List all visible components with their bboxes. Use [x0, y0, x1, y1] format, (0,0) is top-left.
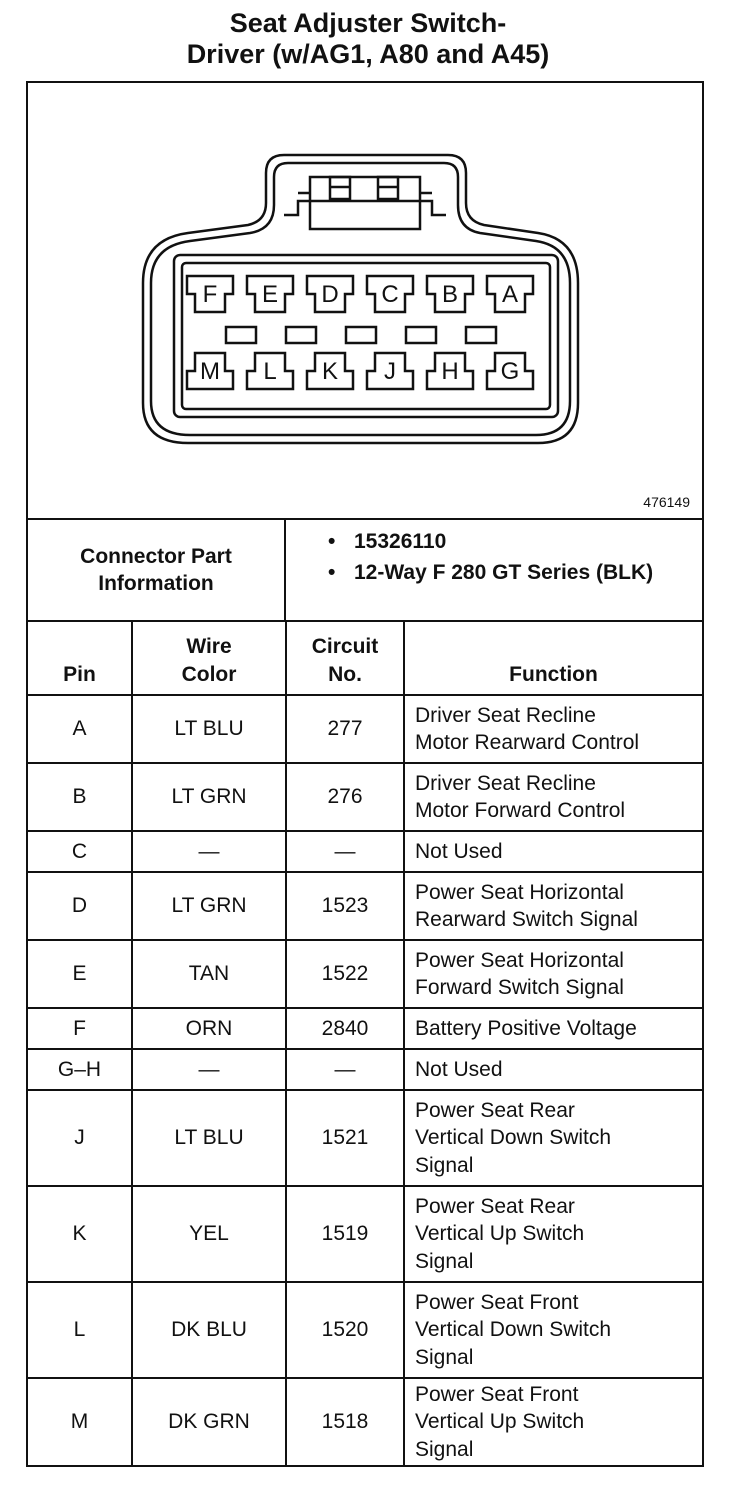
- pin-cavity-k: [307, 353, 353, 389]
- function-line: Signal: [415, 1437, 474, 1461]
- header-pin: Pin: [28, 622, 132, 695]
- pin-cell: M: [28, 1378, 132, 1465]
- circuit-cell: —: [286, 831, 404, 872]
- title-line-2: Driver (w/AG1, A80 and A45): [186, 39, 550, 69]
- function-line: Vertical Down Switch: [415, 1318, 612, 1342]
- circuit-cell: 277: [286, 695, 404, 763]
- function-line: Signal: [415, 1249, 474, 1273]
- pin-cell: J: [28, 1090, 132, 1186]
- circuit-cell: 1523: [286, 872, 404, 940]
- table-header-row: [28, 622, 702, 695]
- function-line: Vertical Down Switch: [415, 1126, 612, 1150]
- function-line: Power Seat Rear: [415, 1098, 575, 1122]
- header-function: Function: [404, 622, 702, 695]
- connector-diagram: [28, 83, 702, 520]
- bullet-icon: •: [328, 530, 336, 553]
- wire-color-cell: ORN: [132, 1008, 286, 1049]
- pin-label: H: [441, 358, 459, 385]
- header-circuit: [286, 622, 404, 695]
- pin-label: J: [384, 358, 396, 385]
- pin-cell: D: [28, 872, 132, 940]
- function-cell: [404, 831, 702, 872]
- wire-color-cell: LT BLU: [132, 695, 286, 763]
- wire-color-cell: —: [132, 831, 286, 872]
- function-line: Vertical Up Switch: [415, 1222, 585, 1246]
- circuit-cell: 1521: [286, 1090, 404, 1186]
- pin-cell: G–H: [28, 1049, 132, 1090]
- pin-cell: A: [28, 695, 132, 763]
- function-cell: [404, 763, 702, 831]
- circuit-cell: 1519: [286, 1186, 404, 1282]
- function-cell: [404, 1008, 702, 1049]
- pin-cell: L: [28, 1282, 132, 1378]
- pin-cell: B: [28, 763, 132, 831]
- table-row: [28, 940, 702, 1008]
- circuit-cell: 1522: [286, 940, 404, 1008]
- pin-cavity-a: [487, 276, 533, 312]
- circuit-cell: 1520: [286, 1282, 404, 1378]
- circuit-cell: 276: [286, 763, 404, 831]
- function-line: Battery Positive Voltage: [415, 1016, 637, 1040]
- function-line: Power Seat Horizontal: [415, 880, 624, 904]
- table-row: [28, 1378, 702, 1465]
- function-line: Rearward Switch Signal: [415, 908, 638, 931]
- pin-cell: C: [28, 831, 132, 872]
- function-cell: [404, 1049, 702, 1090]
- function-cell: [404, 695, 702, 763]
- pin-label: L: [263, 358, 277, 385]
- pin-cavity-e: [247, 276, 293, 312]
- circuit-cell: —: [286, 1049, 404, 1090]
- bullet-icon: •: [328, 561, 336, 584]
- table-row: [28, 1090, 702, 1186]
- header-wire-color-text: Wire Color: [181, 635, 237, 686]
- pin-cavity-j: [367, 353, 413, 389]
- function-line: Power Seat Horizontal: [415, 948, 624, 972]
- pin-cell: F: [28, 1008, 132, 1049]
- table-row: [28, 1186, 702, 1282]
- pin-label: K: [321, 358, 339, 385]
- title-line-1: Seat Adjuster Switch-: [229, 8, 507, 38]
- circuit-cell: 2840: [286, 1008, 404, 1049]
- pin-cavity-c: [367, 276, 413, 312]
- pin-label: E: [261, 281, 279, 308]
- function-line: Not Used: [415, 1057, 503, 1081]
- key-slot: [466, 327, 496, 343]
- pin-cavity-l: [247, 353, 293, 389]
- wire-color-cell: YEL: [132, 1186, 286, 1282]
- page-title: [0, 8, 736, 70]
- connector-part-information: [28, 520, 702, 622]
- function-line: Power Seat Rear: [415, 1194, 575, 1218]
- function-line: Forward Switch Signal: [415, 976, 624, 999]
- table-row: [28, 831, 702, 872]
- pin-cavity-m: [187, 353, 233, 389]
- function-line: Motor Rearward Control: [415, 731, 640, 754]
- function-line: Power Seat Front: [415, 1290, 579, 1314]
- function-line: Vertical Up Switch: [415, 1410, 585, 1434]
- table-row: [28, 1008, 702, 1049]
- connector-part-label: Connector Part Information: [28, 520, 286, 620]
- wire-color-cell: DK GRN: [132, 1378, 286, 1465]
- pin-label: G: [500, 358, 520, 385]
- connector-series: 12-Way F 280 GT Series (BLK): [354, 561, 654, 584]
- pin-cavity-f: [187, 276, 233, 312]
- table-row: [28, 872, 702, 940]
- connector-face-drawing: [28, 83, 702, 518]
- key-slot: [406, 327, 436, 343]
- table-row: [28, 1282, 702, 1378]
- pin-cell: K: [28, 1186, 132, 1282]
- pin-label: C: [381, 281, 399, 308]
- header-circuit-text: Circuit No.: [311, 635, 379, 686]
- pin-label: D: [321, 281, 339, 308]
- wire-color-cell: LT BLU: [132, 1090, 286, 1186]
- header-wire-color: [132, 622, 286, 695]
- table-row: [28, 1049, 702, 1090]
- function-line: Not Used: [415, 839, 503, 863]
- function-line: Signal: [415, 1153, 474, 1177]
- function-cell: [404, 1090, 702, 1186]
- wire-color-cell: LT GRN: [132, 763, 286, 831]
- key-slot: [286, 327, 316, 343]
- function-cell: [404, 1282, 702, 1378]
- wire-color-cell: —: [132, 1049, 286, 1090]
- pin-label: B: [441, 281, 459, 308]
- function-cell: [404, 1186, 702, 1282]
- pin-label: A: [501, 281, 519, 308]
- connector-part-list: [328, 528, 688, 590]
- wire-color-cell: LT GRN: [132, 872, 286, 940]
- pin-cell: E: [28, 940, 132, 1008]
- function-line: Power Seat Front: [415, 1382, 579, 1406]
- part-number: 15326110: [354, 530, 447, 553]
- pin-cavity-g: [487, 353, 533, 389]
- wire-color-cell: DK BLU: [132, 1282, 286, 1378]
- table-row: [28, 763, 702, 831]
- pinout-table: [28, 622, 702, 1465]
- pin-label: M: [200, 358, 220, 385]
- connector-part-item: [328, 559, 688, 587]
- pin-cavity-h: [427, 353, 473, 389]
- connector-frame: [26, 81, 704, 1467]
- pin-cavity-d: [307, 276, 353, 312]
- pin-cavity-b: [427, 276, 473, 312]
- key-slot: [346, 327, 376, 343]
- function-line: Driver Seat Recline: [415, 771, 596, 795]
- table-row: [28, 695, 702, 763]
- figure-number: 476149: [643, 494, 690, 510]
- pin-label: F: [202, 281, 218, 308]
- connector-part-item: [328, 528, 688, 556]
- wire-color-cell: TAN: [132, 940, 286, 1008]
- key-slot: [226, 327, 256, 343]
- function-line: Signal: [415, 1345, 474, 1369]
- function-line: Driver Seat Recline: [415, 703, 596, 727]
- function-cell: [404, 940, 702, 1008]
- circuit-cell: 1518: [286, 1378, 404, 1465]
- function-line: Motor Forward Control: [415, 799, 626, 822]
- function-cell: [404, 872, 702, 940]
- function-cell: [404, 1378, 702, 1465]
